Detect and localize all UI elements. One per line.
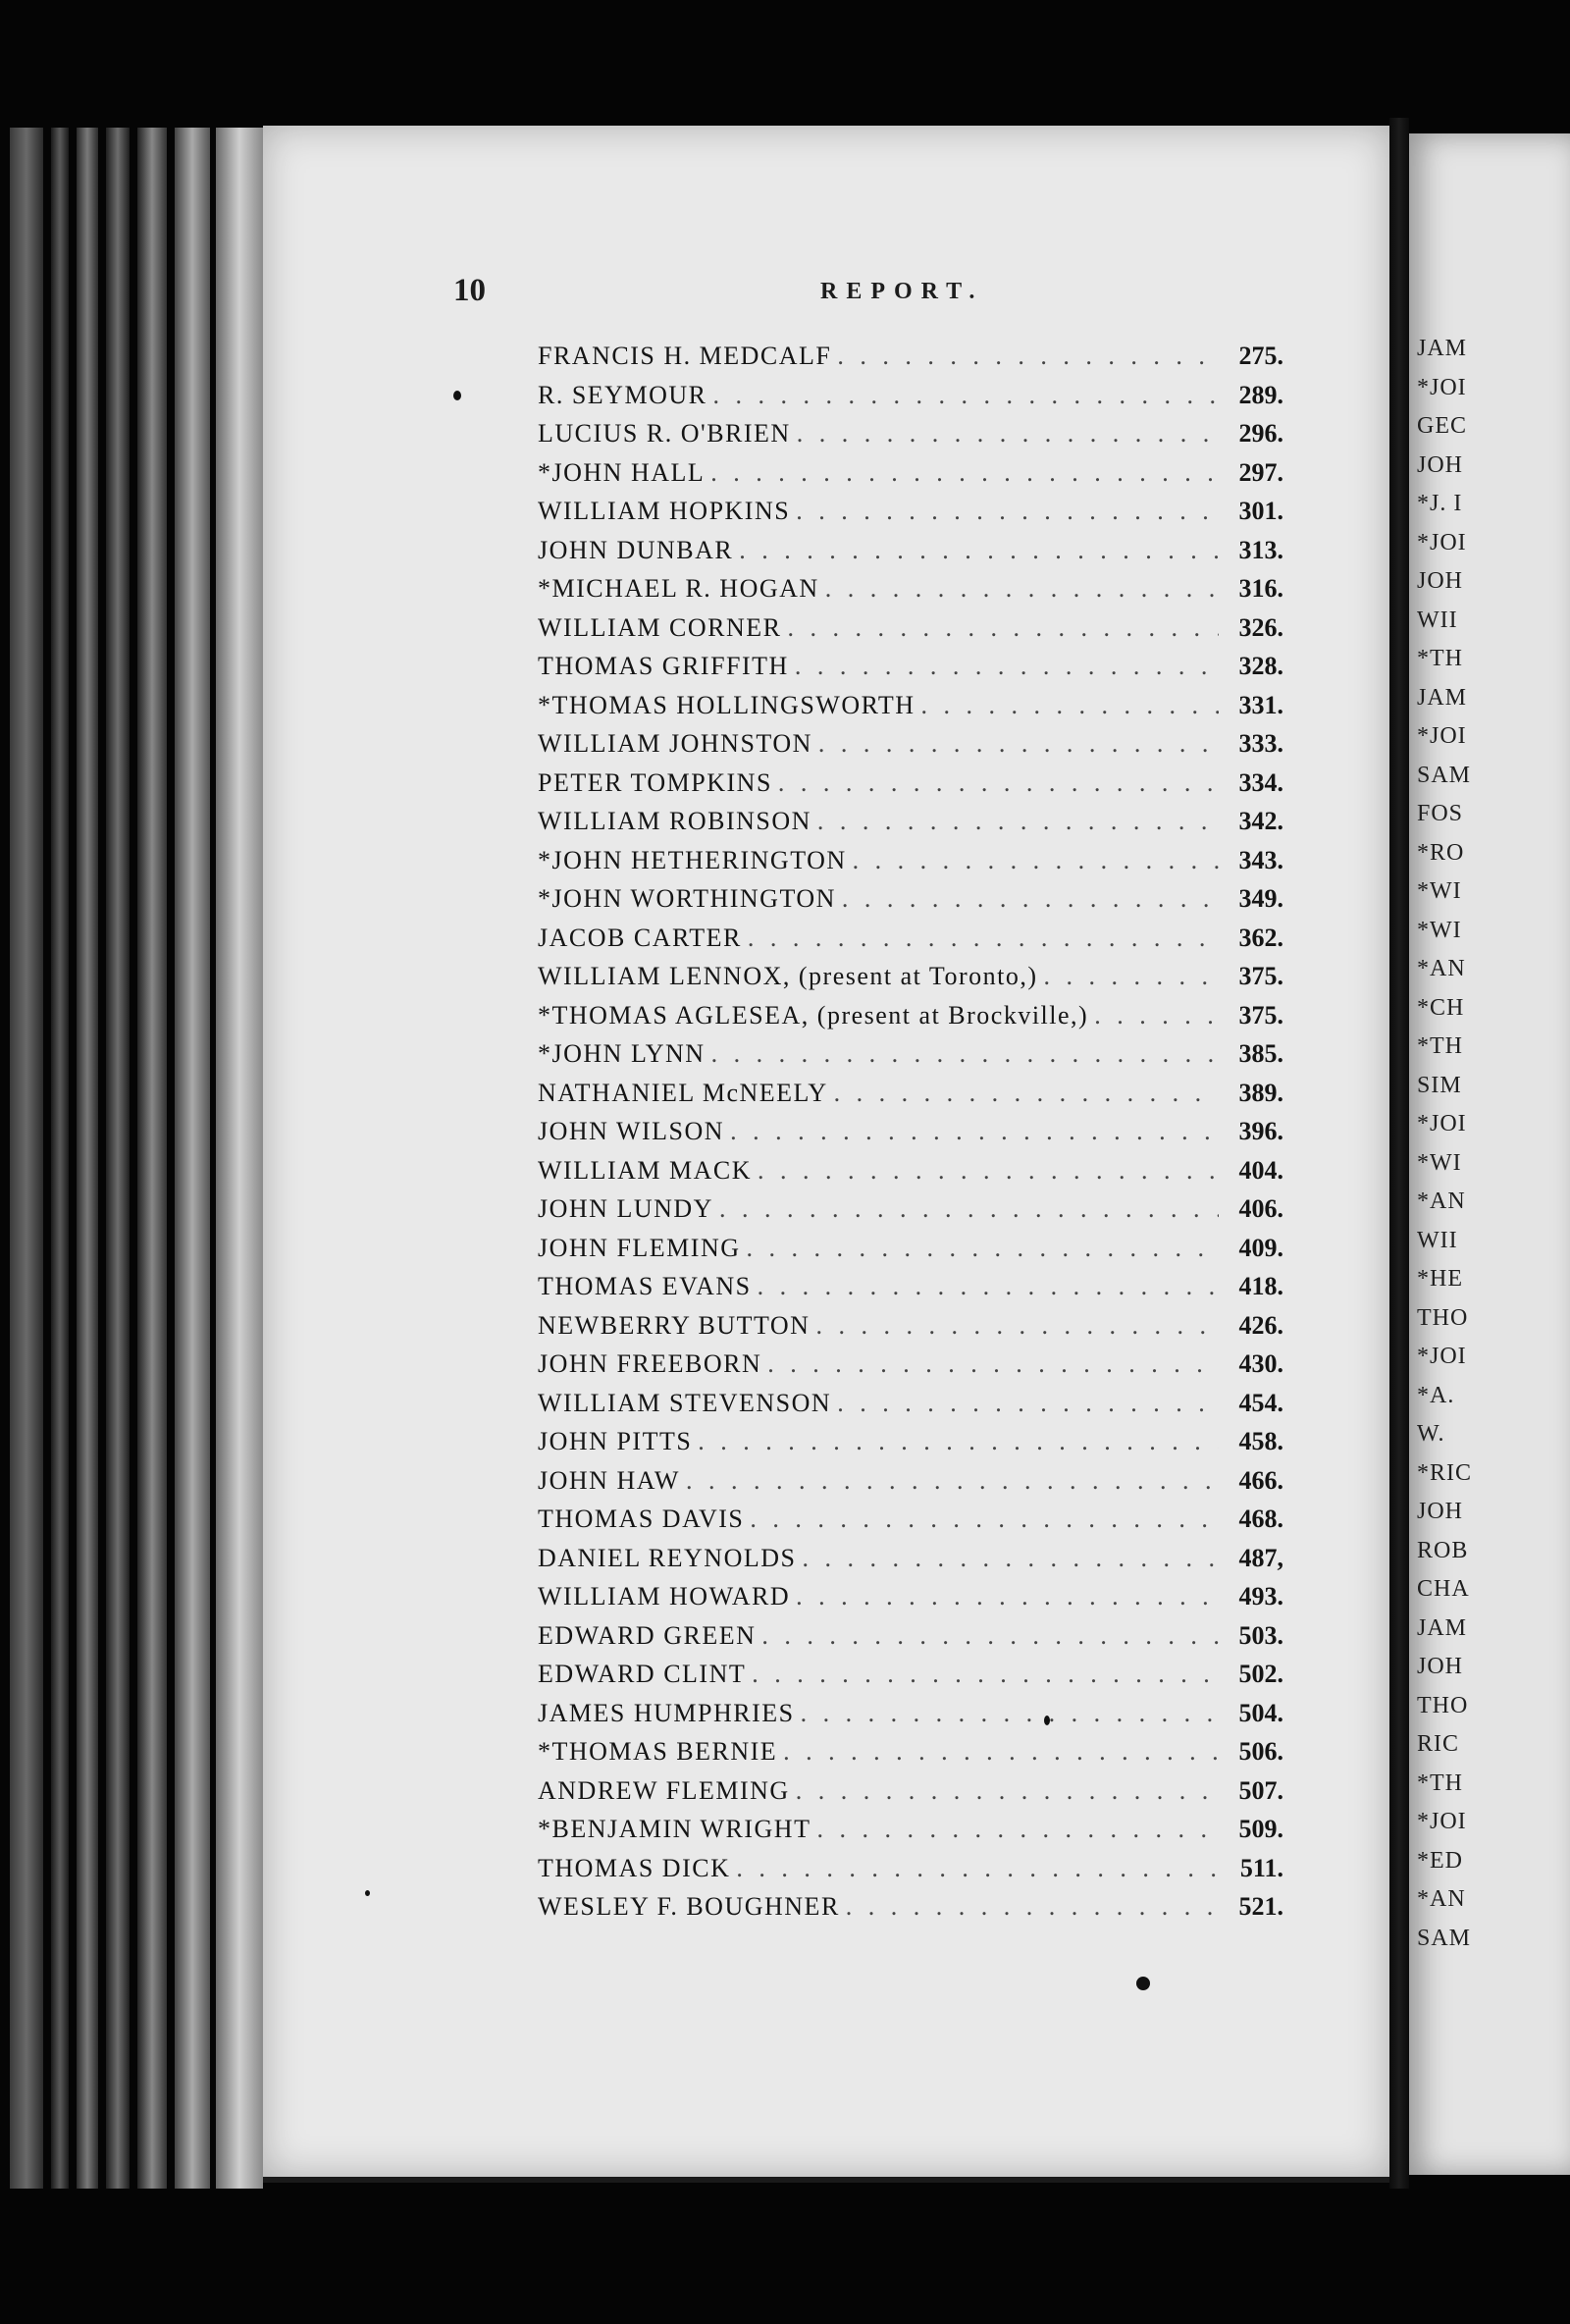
leader-dots bbox=[817, 807, 1219, 836]
leader-dots bbox=[712, 381, 1219, 410]
leader-dots bbox=[1094, 1001, 1219, 1030]
leader-dots bbox=[795, 652, 1219, 681]
entry-number: 313. bbox=[1238, 535, 1283, 564]
facing-page-fragment: *HE bbox=[1417, 1266, 1463, 1292]
facing-page-fragment: JOH bbox=[1417, 1499, 1464, 1524]
facing-page-fragment: *JOI bbox=[1417, 374, 1467, 400]
leader-dots bbox=[783, 1737, 1219, 1767]
leader-dots bbox=[710, 458, 1219, 488]
list-item bbox=[538, 1349, 1283, 1389]
leader-dots bbox=[711, 1039, 1219, 1069]
page-edge bbox=[106, 128, 130, 2189]
list-item bbox=[538, 652, 1283, 691]
leader-dots bbox=[801, 1699, 1219, 1728]
facing-page-fragment: JAM bbox=[1417, 1614, 1468, 1641]
entry-name: WILLIAM LENNOX, (present at Toronto,) bbox=[538, 962, 1038, 990]
entry-name: WILLIAM HOWARD bbox=[538, 1582, 791, 1611]
entry-number: 326. bbox=[1238, 612, 1283, 642]
facing-page-fragment: ROB bbox=[1417, 1537, 1469, 1563]
entry-number: 426. bbox=[1238, 1310, 1283, 1340]
entry-name: *MICHAEL R. HOGAN bbox=[538, 574, 819, 603]
leader-dots bbox=[752, 1660, 1219, 1689]
facing-page-fragment: *JOI bbox=[1417, 1344, 1467, 1369]
entry-number: 493. bbox=[1238, 1582, 1283, 1611]
entry-number: 289. bbox=[1238, 380, 1283, 409]
entry-number: 375. bbox=[1238, 962, 1283, 990]
leader-dots bbox=[736, 1854, 1219, 1883]
entry-number: 301. bbox=[1238, 497, 1283, 525]
facing-page-fragment: *JOI bbox=[1417, 1809, 1467, 1834]
entry-number: 297. bbox=[1238, 457, 1283, 487]
facing-page-fragment: *CH bbox=[1417, 994, 1465, 1021]
name-list bbox=[538, 342, 1283, 1931]
facing-page-fragment: *TH bbox=[1417, 646, 1463, 671]
entry-number: 521. bbox=[1238, 1892, 1283, 1921]
leader-dots bbox=[796, 1776, 1219, 1806]
list-item bbox=[538, 458, 1283, 498]
list-item bbox=[538, 1892, 1283, 1931]
entry-number: 454. bbox=[1238, 1388, 1283, 1417]
entry-name: THOMAS DICK bbox=[538, 1853, 731, 1882]
list-item bbox=[538, 1505, 1283, 1544]
list-item bbox=[538, 1117, 1283, 1156]
entry-number: 396. bbox=[1238, 1117, 1283, 1145]
leader-dots bbox=[758, 1272, 1219, 1301]
facing-page-fragment: W. bbox=[1417, 1421, 1445, 1447]
facing-page-fragment: *ED bbox=[1417, 1847, 1463, 1874]
entry-name: JOHN WILSON bbox=[538, 1117, 725, 1145]
entry-number: 342. bbox=[1238, 807, 1283, 835]
entry-name: THOMAS GRIFFITH bbox=[538, 652, 789, 680]
entry-number: 458. bbox=[1238, 1427, 1283, 1455]
facing-page-fragment: *JOI bbox=[1417, 529, 1467, 555]
page-number: 10 bbox=[453, 273, 486, 308]
list-item bbox=[538, 1272, 1283, 1311]
facing-page-fragment: *JOI bbox=[1417, 723, 1467, 749]
facing-page-fragment: *RIC bbox=[1417, 1459, 1473, 1486]
facing-page-fragment: *WI bbox=[1417, 1149, 1462, 1176]
entry-name: JOHN DUNBAR bbox=[538, 535, 734, 564]
entry-name: *BENJAMIN WRIGHT bbox=[538, 1815, 811, 1843]
list-item bbox=[538, 1001, 1283, 1040]
entry-name: *JOHN HALL bbox=[538, 457, 706, 487]
leader-dots bbox=[797, 419, 1219, 449]
entry-name: FRANCIS H. MEDCALF bbox=[538, 342, 832, 370]
leader-dots bbox=[802, 1544, 1219, 1573]
entry-name: THOMAS DAVIS bbox=[538, 1505, 745, 1533]
book-gutter bbox=[1389, 118, 1409, 2189]
entry-number: 404. bbox=[1238, 1155, 1283, 1185]
leader-dots bbox=[747, 1234, 1220, 1263]
list-item bbox=[538, 1466, 1283, 1505]
list-item bbox=[538, 1582, 1283, 1621]
list-item bbox=[538, 846, 1283, 885]
entry-number: 418. bbox=[1238, 1272, 1283, 1300]
entry-name: *THOMAS AGLESEA, (present at Brockville,) bbox=[538, 1000, 1089, 1030]
facing-page-fragment: FOS bbox=[1417, 801, 1464, 826]
list-item bbox=[538, 574, 1283, 613]
facing-page-fragment: JAM bbox=[1417, 684, 1468, 711]
page-edge bbox=[216, 128, 263, 2189]
entry-name: JACOB CARTER bbox=[538, 923, 742, 952]
entry-name: NEWBERRY BUTTON bbox=[538, 1310, 811, 1340]
facing-page-fragment: WII bbox=[1417, 607, 1458, 633]
leader-dots bbox=[834, 1079, 1219, 1108]
leader-dots bbox=[796, 497, 1219, 526]
leader-dots bbox=[739, 536, 1219, 565]
facing-page-fragment: *WI bbox=[1417, 917, 1462, 943]
list-item bbox=[538, 768, 1283, 808]
list-item bbox=[538, 807, 1283, 846]
list-item bbox=[538, 1079, 1283, 1118]
leader-dots bbox=[767, 1349, 1219, 1379]
ink-speck bbox=[1136, 1977, 1150, 1990]
leader-dots bbox=[815, 1311, 1219, 1341]
list-item bbox=[538, 691, 1283, 730]
leader-dots bbox=[758, 1156, 1219, 1186]
facing-page-fragment: *J. I bbox=[1417, 491, 1463, 516]
leader-dots bbox=[825, 574, 1219, 604]
entry-name: *JOHN HETHERINGTON bbox=[538, 845, 847, 874]
entry-name: THOMAS EVANS bbox=[538, 1272, 752, 1300]
leader-dots bbox=[761, 1621, 1219, 1651]
facing-page-fragment: *JOI bbox=[1417, 1111, 1467, 1136]
entry-number: 487, bbox=[1238, 1543, 1283, 1572]
list-item bbox=[538, 342, 1283, 381]
facing-page-fragment: *RO bbox=[1417, 839, 1465, 866]
leader-dots bbox=[719, 1194, 1219, 1224]
facing-page-fragment: *WI bbox=[1417, 878, 1462, 904]
entry-number: 511. bbox=[1239, 1853, 1283, 1882]
entry-name: *JOHN WORTHINGTON bbox=[538, 884, 836, 913]
entry-number: 406. bbox=[1238, 1194, 1283, 1223]
list-item bbox=[538, 924, 1283, 963]
entry-name: WILLIAM JOHNSTON bbox=[538, 729, 812, 758]
facing-page-fragment: WII bbox=[1417, 1227, 1458, 1253]
entry-number: 509. bbox=[1238, 1815, 1283, 1843]
entry-number: 375. bbox=[1238, 1000, 1283, 1030]
entry-name: WILLIAM HOPKINS bbox=[538, 497, 791, 525]
entry-name: PETER TOMPKINS bbox=[538, 767, 772, 797]
entry-name: JOHN PITTS bbox=[538, 1427, 693, 1455]
entry-number: 409. bbox=[1238, 1233, 1283, 1262]
leader-dots bbox=[816, 1815, 1219, 1844]
facing-page-fragment: *TH bbox=[1417, 1769, 1463, 1796]
entry-name: WILLIAM STEVENSON bbox=[538, 1388, 832, 1417]
entry-number: 296. bbox=[1238, 419, 1283, 448]
facing-page-fragment: THO bbox=[1417, 1692, 1469, 1718]
entry-number: 504. bbox=[1238, 1698, 1283, 1727]
leader-dots bbox=[698, 1427, 1219, 1456]
list-item bbox=[538, 1427, 1283, 1466]
ink-speck bbox=[1044, 1716, 1050, 1725]
entry-name: ANDREW FLEMING bbox=[538, 1775, 790, 1805]
entry-name: *THOMAS HOLLINGSWORTH bbox=[538, 690, 916, 719]
entry-number: 316. bbox=[1238, 574, 1283, 603]
leader-dots bbox=[730, 1117, 1219, 1146]
entry-number: 331. bbox=[1238, 690, 1283, 719]
list-item bbox=[538, 1776, 1283, 1816]
leader-dots bbox=[842, 884, 1219, 914]
list-item bbox=[538, 497, 1283, 536]
leader-dots bbox=[921, 691, 1219, 720]
facing-page-fragment: JOH bbox=[1417, 451, 1464, 478]
leader-dots bbox=[750, 1505, 1219, 1534]
entry-name: EDWARD GREEN bbox=[538, 1620, 757, 1650]
list-item bbox=[538, 381, 1283, 420]
leader-dots bbox=[748, 924, 1219, 953]
list-item bbox=[538, 962, 1283, 1001]
leader-dots bbox=[846, 1892, 1219, 1922]
facing-page-fragment: *AN bbox=[1417, 1188, 1466, 1214]
list-item bbox=[538, 536, 1283, 575]
entry-number: 385. bbox=[1238, 1039, 1283, 1068]
facing-page-fragment: GEC bbox=[1417, 413, 1467, 439]
facing-page-fragment: RIC bbox=[1417, 1731, 1460, 1757]
list-item bbox=[538, 1621, 1283, 1661]
leader-dots bbox=[778, 768, 1219, 798]
page-edge bbox=[175, 128, 210, 2189]
entry-number: 362. bbox=[1238, 923, 1283, 952]
list-item bbox=[538, 1194, 1283, 1234]
entry-number: 430. bbox=[1238, 1349, 1283, 1378]
entry-name: JOHN FREEBORN bbox=[538, 1349, 762, 1378]
entry-number: 389. bbox=[1238, 1078, 1283, 1107]
list-item bbox=[538, 884, 1283, 924]
leader-dots bbox=[796, 1582, 1219, 1611]
list-item bbox=[538, 729, 1283, 768]
ink-speck bbox=[453, 391, 461, 400]
list-item bbox=[538, 1389, 1283, 1428]
entry-name: EDWARD CLINT bbox=[538, 1660, 747, 1688]
entry-number: 502. bbox=[1238, 1660, 1283, 1688]
entry-name: NATHANIEL McNEELY bbox=[538, 1078, 828, 1107]
facing-page-fragment: JOH bbox=[1417, 568, 1464, 594]
facing-page-fragment: SAM bbox=[1417, 1925, 1472, 1951]
list-item bbox=[538, 613, 1283, 653]
facing-page-fragments bbox=[1417, 336, 1472, 1964]
facing-page-fragment: JOH bbox=[1417, 1654, 1464, 1679]
entry-number: 333. bbox=[1238, 729, 1283, 758]
list-item bbox=[538, 1156, 1283, 1195]
leader-dots bbox=[837, 342, 1219, 371]
list-item bbox=[538, 1699, 1283, 1738]
list-item bbox=[538, 1854, 1283, 1893]
book-edge bbox=[0, 128, 263, 2189]
list-item bbox=[538, 1234, 1283, 1273]
facing-page-fragment: *AN bbox=[1417, 956, 1466, 981]
entry-name: WILLIAM CORNER bbox=[538, 612, 782, 642]
entry-number: 506. bbox=[1238, 1737, 1283, 1766]
list-item bbox=[538, 419, 1283, 458]
entry-name: DANIEL REYNOLDS bbox=[538, 1543, 797, 1572]
facing-page-fragment: CHA bbox=[1417, 1576, 1470, 1602]
facing-page-fragment: JAM bbox=[1417, 336, 1468, 361]
entry-name: JOHN HAW bbox=[538, 1465, 680, 1495]
entry-name: WESLEY F. BOUGHNER bbox=[538, 1892, 840, 1921]
entry-name: JOHN LUNDY bbox=[538, 1194, 713, 1223]
leader-dots bbox=[818, 729, 1219, 759]
entry-number: 328. bbox=[1238, 652, 1283, 680]
entry-name: LUCIUS R. O'BRIEN bbox=[538, 419, 791, 448]
leader-dots bbox=[853, 846, 1219, 875]
entry-number: 349. bbox=[1238, 884, 1283, 913]
entry-name: *THOMAS BERNIE bbox=[538, 1737, 778, 1766]
facing-page bbox=[1409, 133, 1570, 2175]
entry-number: 275. bbox=[1238, 342, 1283, 370]
page-edge bbox=[77, 128, 98, 2189]
entry-number: 468. bbox=[1238, 1505, 1283, 1533]
facing-page-fragment: *TH bbox=[1417, 1033, 1463, 1059]
page-edge bbox=[137, 128, 167, 2189]
facing-page-fragment: THO bbox=[1417, 1304, 1469, 1331]
entry-number: 466. bbox=[1238, 1465, 1283, 1495]
entry-name: JAMES HUMPHRIES bbox=[538, 1698, 795, 1727]
list-item bbox=[538, 1660, 1283, 1699]
entry-name: WILLIAM MACK bbox=[538, 1155, 753, 1185]
entry-name: JOHN FLEMING bbox=[538, 1233, 741, 1262]
entry-number: 334. bbox=[1238, 767, 1283, 797]
entry-name: WILLIAM ROBINSON bbox=[538, 807, 811, 835]
facing-page-fragment: SIM bbox=[1417, 1072, 1462, 1098]
facing-page-fragment: *AN bbox=[1417, 1886, 1466, 1912]
entry-name: R. SEYMOUR bbox=[538, 380, 707, 409]
ink-speck bbox=[365, 1890, 370, 1896]
leader-dots bbox=[837, 1389, 1219, 1418]
list-item bbox=[538, 1311, 1283, 1350]
leader-dots bbox=[1044, 962, 1219, 991]
running-head: REPORT. bbox=[820, 279, 984, 304]
leader-dots bbox=[686, 1466, 1219, 1496]
list-item bbox=[538, 1737, 1283, 1776]
entry-number: 503. bbox=[1238, 1620, 1283, 1650]
list-item bbox=[538, 1815, 1283, 1854]
facing-page-fragment: *A. bbox=[1417, 1382, 1455, 1408]
entry-number: 343. bbox=[1238, 845, 1283, 874]
entry-name: *JOHN LYNN bbox=[538, 1039, 706, 1068]
entry-number: 507. bbox=[1238, 1775, 1283, 1805]
page-edge bbox=[51, 128, 69, 2189]
list-item bbox=[538, 1544, 1283, 1583]
page-edge bbox=[10, 128, 43, 2189]
facing-page-fragment: SAM bbox=[1417, 762, 1472, 788]
list-item bbox=[538, 1039, 1283, 1079]
leader-dots bbox=[787, 613, 1219, 643]
